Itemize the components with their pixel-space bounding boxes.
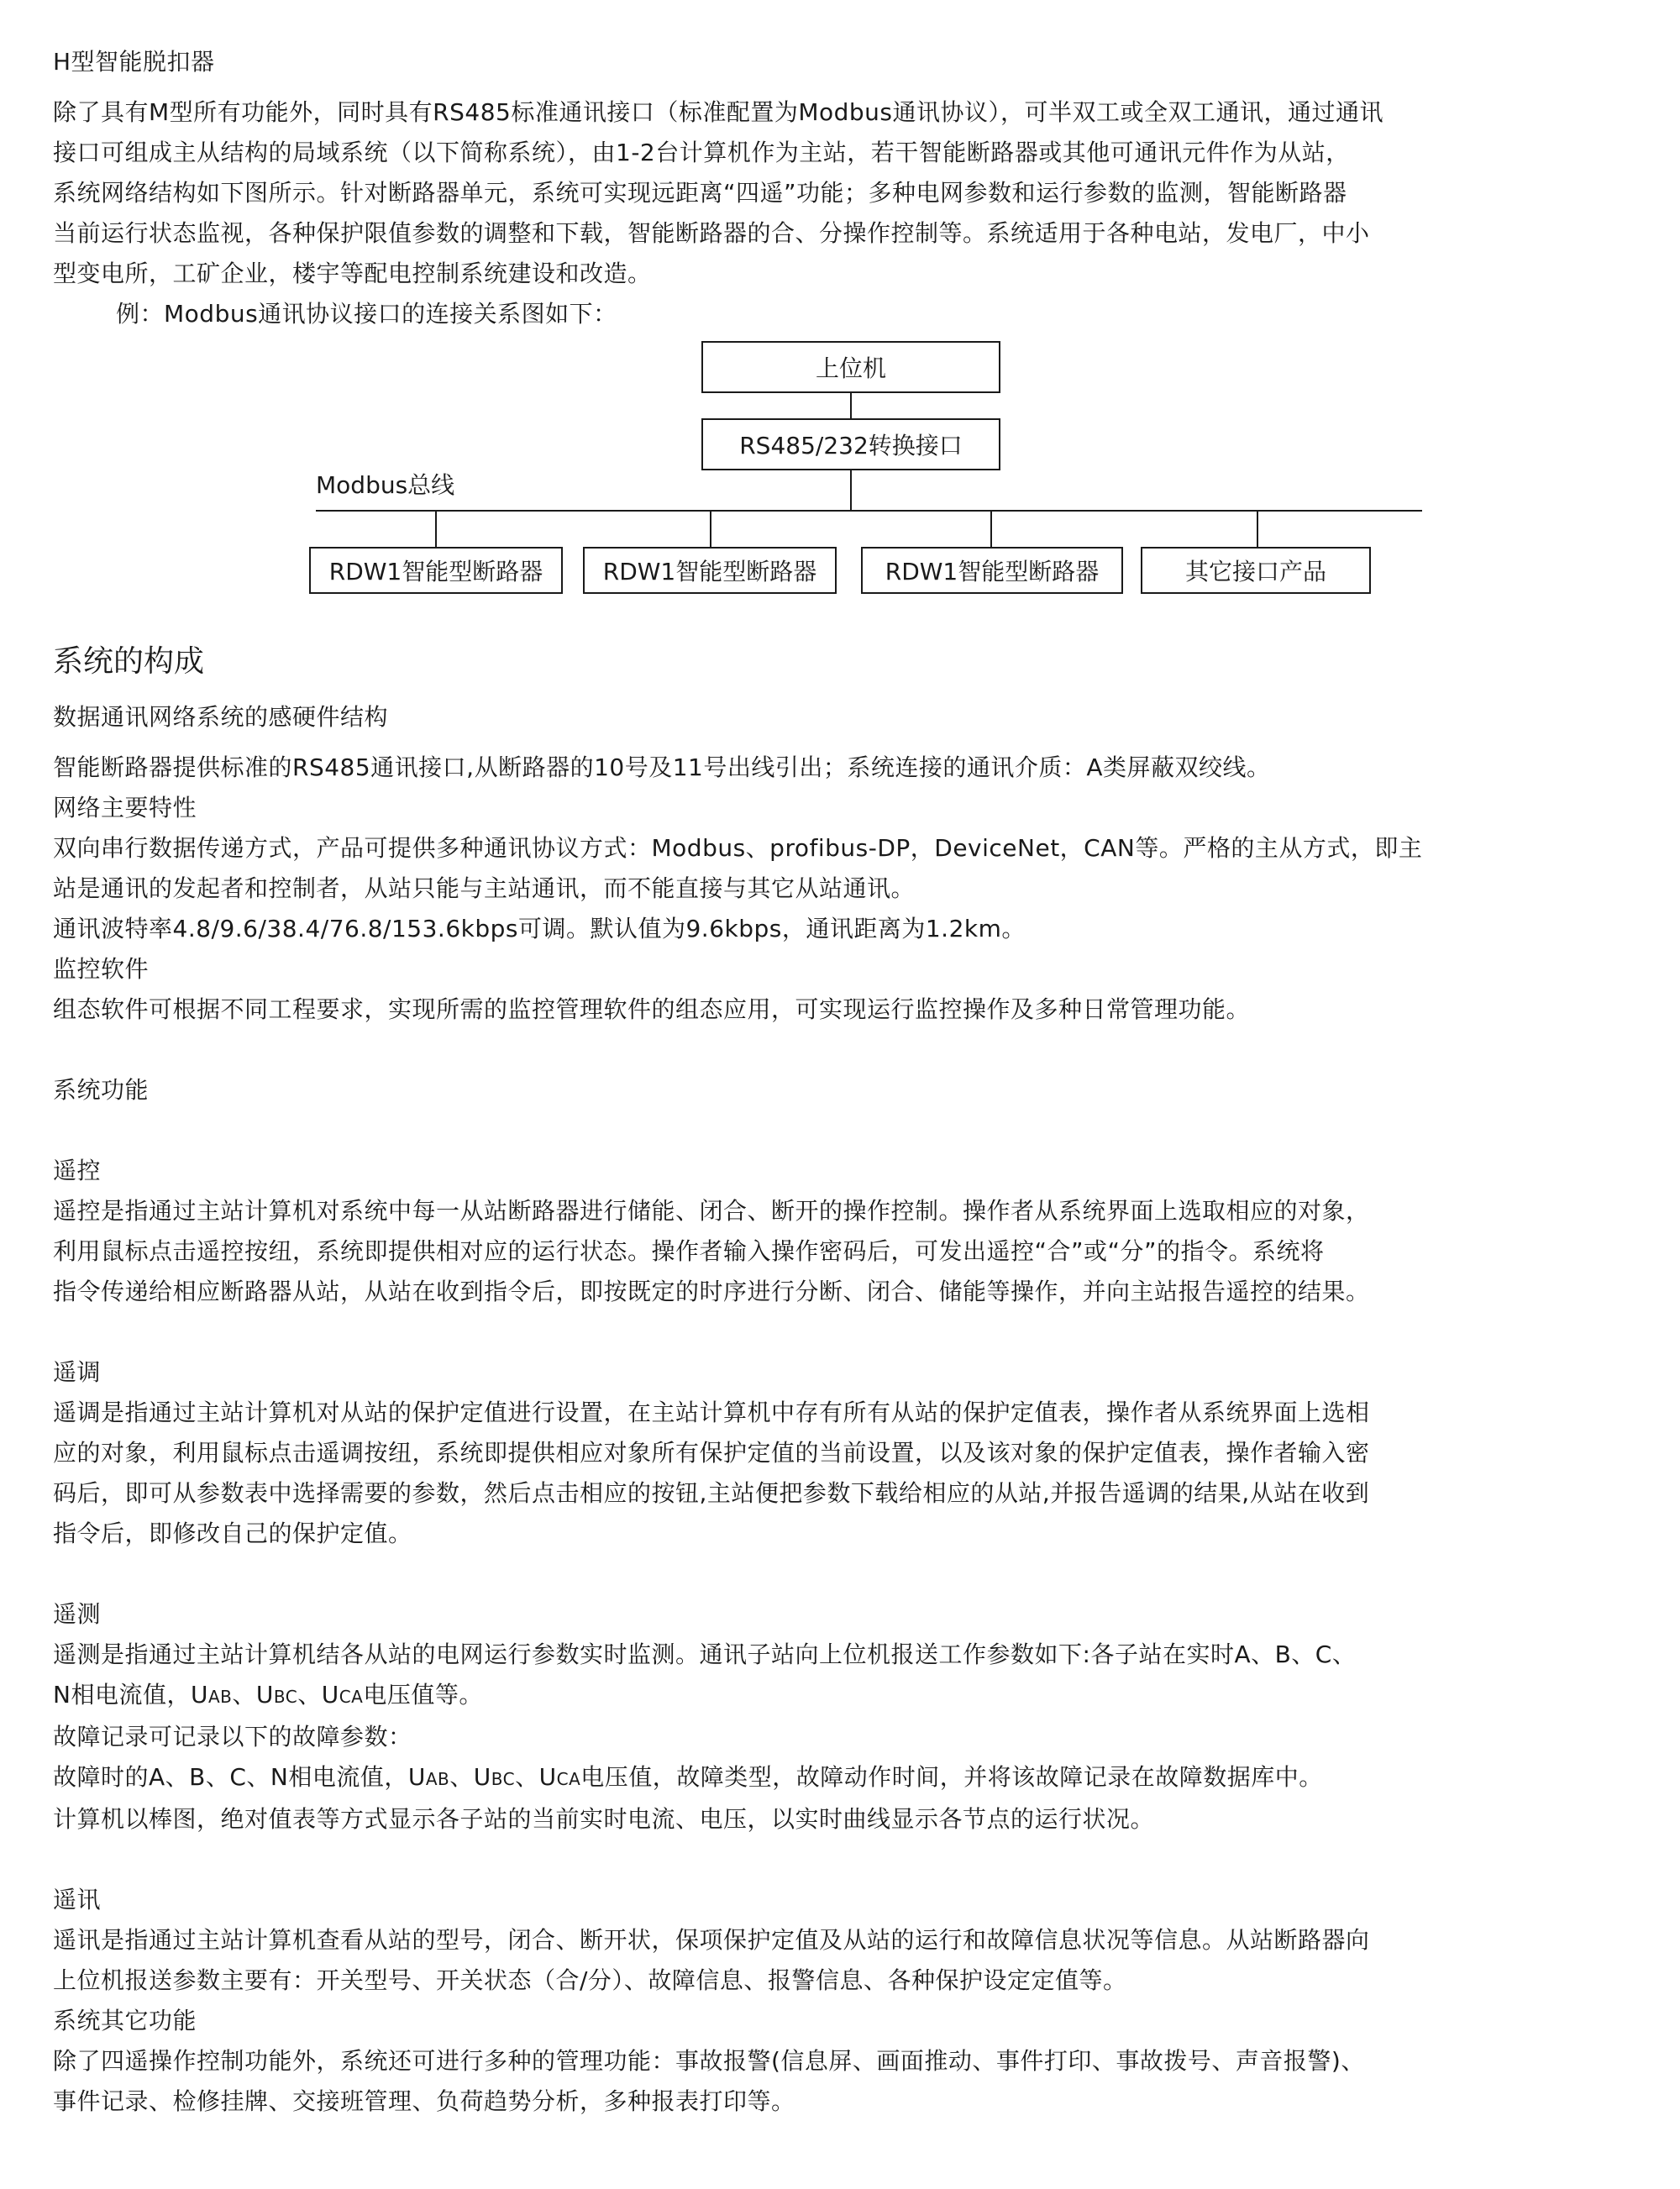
other-functions-line-2: 事件记录、检修挂牌、交接班管理、负荷趋势分析，多种报表打印等。 xyxy=(53,2087,795,2115)
chart-display-line: 计算机以棒图，绝对值表等方式显示各子站的当前实时电流、电压，以实时曲线显示各节点的运行状况。 xyxy=(53,1805,1155,1833)
phase-current-text: N相电流值，U xyxy=(53,1681,208,1709)
fault-separator-1: 、U xyxy=(449,1763,491,1791)
node-connector-4 xyxy=(1257,510,1258,547)
hardware-text: 智能断路器提供标准的RS485通讯接口,从断路器的10号及11号出线引出；系统连接的通讯介质：A类屏蔽双绞线。 xyxy=(53,753,1271,781)
remote-adjust-line-1: 遥调是指通过主站计算机对从站的保护定值进行设置，在主站计算机中存有所有从站的保护定值表，操作者从系统界面上选相 xyxy=(53,1399,1370,1426)
host-box: 上位机 xyxy=(701,341,1000,393)
subscript-ca: CA xyxy=(339,1687,364,1707)
software-title: 监控软件 xyxy=(53,955,150,983)
remote-signal-line-2: 上位机报送参数主要有：开关型号、开关状态（合/分）、故障信息、报警信息、各种保护设定定值等。 xyxy=(53,1966,1127,1994)
node-connector-3 xyxy=(990,510,992,547)
remote-control-line-3: 指令传递给相应断路器从站，从站在收到指令后，即按既定的时序进行分断、闭合、储能等操作，并向主站报告遥控的结果。 xyxy=(53,1278,1370,1305)
document-page xyxy=(53,42,1632,2122)
converter-connector xyxy=(850,470,852,511)
node-box-3: RDW1智能型断路器 xyxy=(861,547,1123,594)
remote-measure-title: 遥测 xyxy=(53,1600,102,1628)
software-text: 组态软件可根据不同工程要求，实现所需的监控管理软件的组态应用，可实现运行监控操作及多种日常管理功能。 xyxy=(53,995,1251,1023)
node-box-4: 其它接口产品 xyxy=(1141,547,1371,594)
remote-adjust-line-2: 应的对象，利用鼠标点击遥调按纽，系统即提供相应对象所有保护定值的当前设置，以及该对象的保护定值表，操作者输入密 xyxy=(53,1439,1370,1467)
features-line-3: 通讯波特率4.8/9.6/38.4/76.8/153.6kbps可调。默认值为9.6kbps，通讯距离为1.2km。 xyxy=(53,915,1026,942)
functions-title: 系统功能 xyxy=(53,1076,150,1104)
subscript-ab: AB xyxy=(207,1687,233,1707)
fault-record-title: 故障记录可记录以下的故障参数： xyxy=(53,1723,412,1751)
hardware-title: 数据通讯网络系统的感硬件结构 xyxy=(53,703,389,731)
converter-box: RS485/232转换接口 xyxy=(701,418,1000,470)
node-box-1: RDW1智能型断路器 xyxy=(309,547,563,594)
remote-signal-title: 遥讯 xyxy=(53,1886,102,1913)
remote-measure-line-1: 遥测是指通过主站计算机结各从站的电网运行参数实时监测。通讯子站向上位机报送工作参数如下:各子站在实时A、B、C、 xyxy=(53,1640,1357,1668)
fault-subscript-bc: BC xyxy=(491,1769,516,1789)
separator-1: 、U xyxy=(232,1681,274,1709)
node-connector-2 xyxy=(710,510,711,547)
remote-measure-line-2 xyxy=(53,1675,1632,1717)
separator-2: 、U xyxy=(297,1681,339,1709)
remote-control-line-1: 遥控是指通过主站计算机对系统中每一从站断路器进行储能、闭合、断开的操作控制。操作者从系统界面上选取相应的对象， xyxy=(53,1197,1370,1225)
remote-control-title: 遥控 xyxy=(53,1157,102,1184)
example-caption: 例：Modbus通讯协议接口的连接关系图如下： xyxy=(116,300,617,328)
fault-current-text: 故障时的A、B、C、N相电流值，U xyxy=(53,1763,426,1791)
host-connector xyxy=(850,393,852,418)
modbus-connection-diagram xyxy=(53,334,1649,637)
fault-subscript-ca: CA xyxy=(556,1769,581,1789)
bus-label: Modbus总线 xyxy=(316,471,455,499)
node-connector-1 xyxy=(435,510,437,547)
features-line-2: 站是通讯的发起者和控制者，从站只能与主站通讯，而不能直接与其它从站通讯。 xyxy=(53,874,916,902)
intro-line-3: 系统网络结构如下图所示。针对断路器单元，系统可实现远距离“四遥”功能；多种电网参数和运行参数的监测，智能断路器 xyxy=(53,179,1347,207)
fault-params-line xyxy=(53,1757,1632,1799)
remote-adjust-line-3: 码后，即可从参数表中选择需要的参数，然后点击相应的按钮,主站便把参数下载给相应的从站,并报告遥调的结果,从站在收到 xyxy=(53,1479,1370,1507)
remote-signal-line-1: 遥讯是指通过主站计算机查看从站的型号，闭合、断开状，保项保护定值及从站的运行和故障信息状况等信息。从站断路器向 xyxy=(53,1926,1370,1954)
voltage-text: 电压值等。 xyxy=(363,1681,483,1709)
remote-adjust-title: 遥调 xyxy=(53,1358,102,1386)
system-title: 系统的构成 xyxy=(53,644,205,679)
intro-line-2: 接口可组成主从结构的局域系统（以下简称系统），由1-2台计算机作为主站，若干智能断路器或其他可通讯元件作为从站， xyxy=(53,139,1350,166)
features-title: 网络主要特性 xyxy=(53,794,197,822)
other-functions-line-1: 除了四遥操作控制功能外，系统还可进行多种的管理功能：事故报警(信息屏、画面推动、事件打印、事故拨号、声音报警)、 xyxy=(53,2047,1365,2075)
remote-adjust-line-4: 指令后，即修改自己的保护定值。 xyxy=(53,1520,412,1547)
remote-control-line-2: 利用鼠标点击遥控按纽，系统即提供相对应的运行状态。操作者输入操作密码后，可发出遥控“合”或“分”的指令。系统将 xyxy=(53,1237,1325,1265)
fault-subscript-ab: AB xyxy=(425,1769,450,1789)
intro-line-4: 当前运行状态监视，各种保护限值参数的调整和下载，智能断路器的合、分操作控制等。系统适用于各种电站，发电厂，中小 xyxy=(53,219,1370,247)
fault-separator-2: 、U xyxy=(515,1763,557,1791)
features-line-1: 双向串行数据传递方式，产品可提供多种通讯协议方式：Modbus、profibus-DP，DeviceNet，CAN等。严格的主从方式，即主 xyxy=(53,834,1423,862)
intro-line-1: 除了具有M型所有功能外，同时具有RS485标准通讯接口（标准配置为Modbus通讯协议），可半双工或全双工通讯，通过通讯 xyxy=(53,98,1384,126)
fault-rest-text: 电压值，故障类型，故障动作时间，并将该故障记录在故障数据库中。 xyxy=(580,1763,1323,1791)
other-functions-title: 系统其它功能 xyxy=(53,2007,197,2034)
intro-line-5: 型变电所，工矿企业，楼宇等配电控制系统建设和改造。 xyxy=(53,260,652,287)
subscript-bc: BC xyxy=(273,1687,298,1707)
section-h-title: H型智能脱扣器 xyxy=(53,48,215,76)
node-box-2: RDW1智能型断路器 xyxy=(583,547,837,594)
